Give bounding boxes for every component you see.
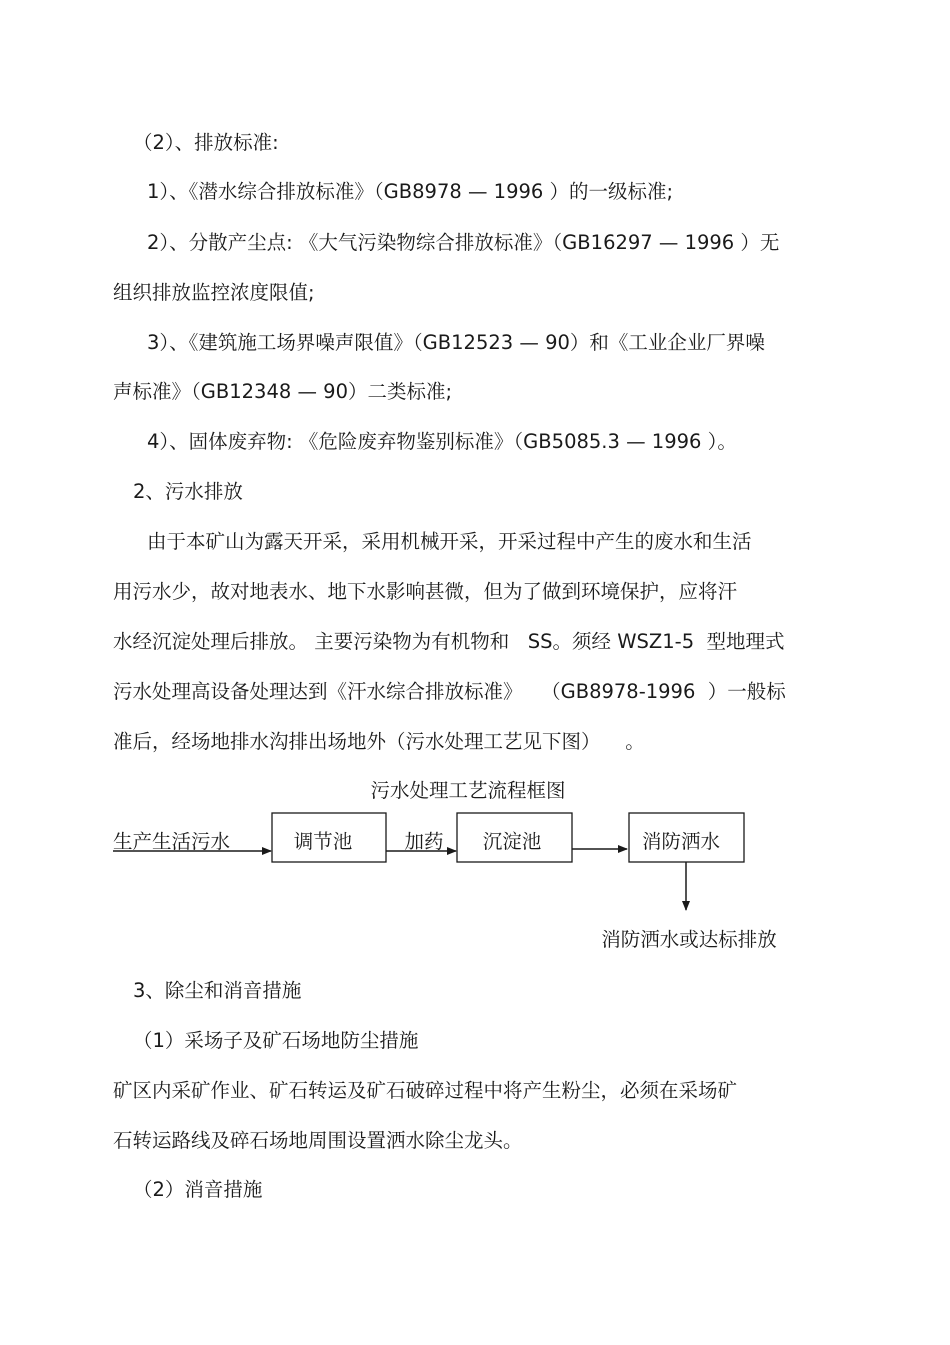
paragraph-line: 用污水少，故对地表水、地下水影响甚微，但为了做到环境保护，应将汗 <box>113 580 738 603</box>
paragraph-line: 组织排放监控浓度限值; <box>113 281 315 304</box>
section-heading: 2、污水排放 <box>133 480 243 503</box>
paragraph-line: 1）、《潜水综合排放标准》（GB8978 — 1996 ）的一级标准; <box>147 180 674 203</box>
paragraph-line: 3）、《建筑施工场界噪声限值》（GB12523 — 90）和《工业企业厂界噪 <box>147 331 765 354</box>
section-heading: 3、除尘和消音措施 <box>133 979 302 1002</box>
paragraph-line: 水经沉淀处理后排放。 主要污染物为有机物和 SS。须经 WSZ1-5 型地理式 <box>113 630 785 653</box>
paragraph-line: 污水处理高设备处理达到《汗水综合排放标准》 （GB8978-1996 ）一般标 <box>113 680 786 703</box>
diagram-title: 污水处理工艺流程框图 <box>370 779 566 802</box>
paragraph-line: 由于本矿山为露天开采，采用机械开采，开采过程中产生的废水和生活 <box>147 530 752 553</box>
process-box-label: 调节池 <box>293 830 353 853</box>
input-label: 生产生活污水 <box>113 830 231 853</box>
paragraph-line: 准后，经场地排水沟排出场地外（污水处理工艺见下图） 。 <box>113 730 645 753</box>
dosing-label: 加药 <box>404 830 444 853</box>
paragraph-line: 矿区内采矿作业、矿石转运及矿石破碎过程中将产生粉尘，必须在采场矿 <box>113 1079 738 1102</box>
process-box-label: 沉淀池 <box>482 830 542 853</box>
paragraph-line: 2）、分散产尘点: 《大气污染物综合排放标准》（GB16297 — 1996 ）无 <box>147 231 780 254</box>
subsection-heading: （2）消音措施 <box>133 1178 263 1201</box>
paragraph-line: 4）、固体废弃物: 《危险废弃物鉴别标准》（GB5085.3 — 1996 ）。 <box>147 430 737 453</box>
paragraph-line: 声标准》（GB12348 — 90）二类标准; <box>113 380 453 403</box>
paragraph-line: 石转运路线及碎石场地周围设置洒水除尘龙头。 <box>113 1129 523 1152</box>
output-label: 消防洒水或达标排放 <box>601 928 777 951</box>
subsection-heading: （1）采场子及矿石场地防尘措施 <box>133 1029 419 1052</box>
process-box-label: 消防洒水 <box>641 830 721 853</box>
paragraph-line: （2）、排放标准: <box>133 131 279 154</box>
